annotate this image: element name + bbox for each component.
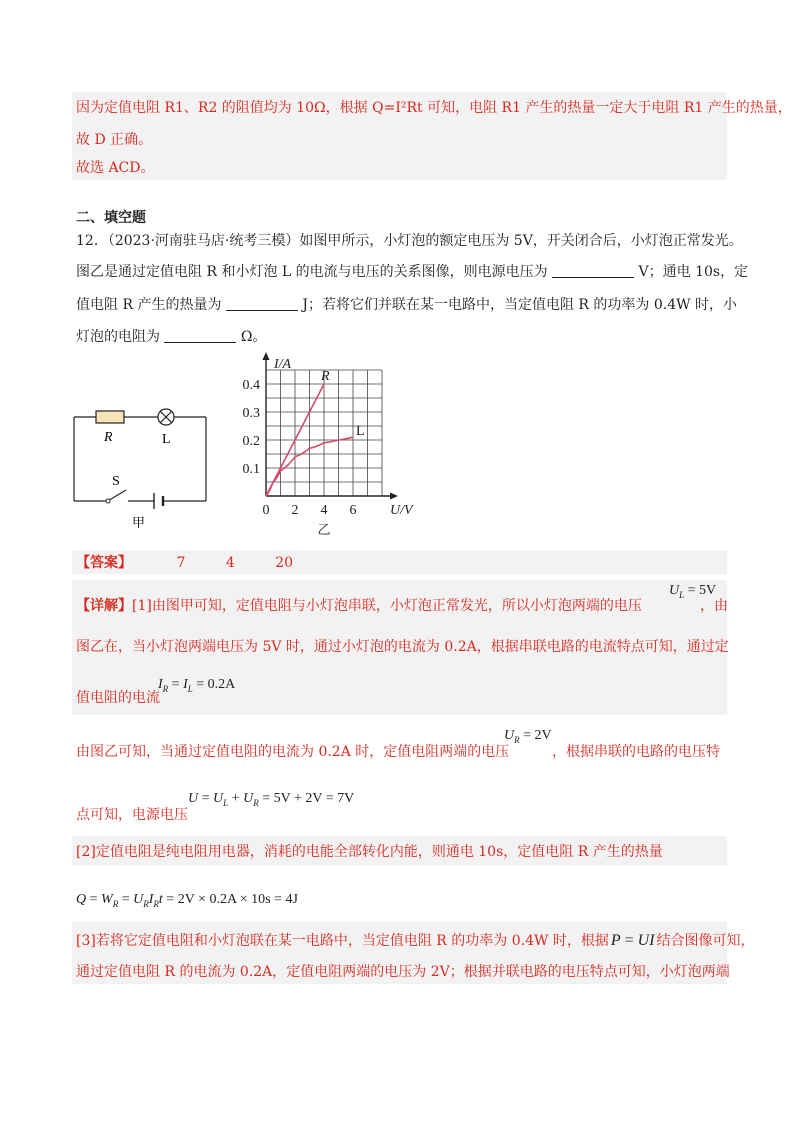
resistor-label: R	[104, 430, 113, 445]
analysis-p2-line-1: 由图乙可知，当通过定值电阻的电流为 0.2A 时，定值电阻两端的电压	[76, 744, 510, 760]
prev-solution-line-2: 故 D 正确。	[76, 132, 153, 148]
formula-ul: $U_L = 5V$	[669, 583, 717, 600]
iv-graph	[228, 350, 428, 540]
formula-u-total: $U = U_L + U_R = 5V + 2V = 7V$	[188, 791, 355, 808]
x-tick-label: 6	[349, 503, 357, 518]
resistor-symbol	[96, 411, 124, 423]
question-line-3	[76, 295, 737, 315]
answer-label: 【答案】	[76, 555, 132, 571]
analysis-label: 【详解】	[76, 598, 132, 614]
formula-ur: $U_R = 2V$	[504, 728, 552, 745]
series-label-R: R	[321, 369, 330, 384]
answer-row	[76, 553, 293, 573]
section-title: 二、填空题	[76, 210, 146, 226]
y-tick-label: 0.3	[242, 406, 260, 421]
analysis-p1-line-1	[76, 596, 642, 616]
answer-value-1: 7	[176, 555, 186, 571]
analysis-p4-text: [3]若将它定值电阻和小灯泡联在某一电路中，当定值电阻 R 的功率为 0.4W 时，根据	[76, 933, 609, 949]
question-line-2	[76, 262, 748, 282]
question-line-4-text: 灯泡的电阻为	[76, 329, 160, 345]
formula-p: P = UI	[610, 932, 655, 949]
formula-ir: $I_R = I_L = 0.2A$	[158, 677, 236, 694]
x-tick-label: 0	[262, 503, 270, 518]
question-line-4-tail: Ω。	[240, 329, 267, 345]
y-axis-arrow	[263, 352, 270, 360]
prev-solution-line-3: 故选 ACD。	[76, 160, 155, 176]
question-line-2-tail: V；通电 10s，定	[638, 264, 749, 280]
graph-caption: 乙	[317, 522, 331, 537]
question-line-2-text: 图乙是通过定值电阻 R 和小灯泡 L 的电流与电压的关系图像，则电源电压为	[76, 264, 548, 280]
x-axis-label: U/V	[390, 503, 413, 518]
switch-label: S	[112, 474, 120, 489]
y-tick-label: 0.1	[242, 462, 260, 477]
answer-value-3: 20	[275, 555, 294, 571]
prev-solution-line-1: 因为定值电阻 R1、R2 的阻值均为 10Ω，根据 Q=I²Rt 可知，电阻 R1 产生的热量一定大于电阻 R1 产生的热量，	[76, 100, 792, 116]
circuit-diagram	[66, 395, 216, 530]
question-line-1: 12．（2023·河南驻马店·统考三模）如图甲所示，小灯泡的额定电压为 5V，开关闭合后，小灯泡正常发光。	[76, 233, 743, 249]
answer-value-2: 4	[225, 555, 235, 571]
answer-blank-1[interactable]	[552, 263, 634, 278]
y-tick-label: 0.2	[242, 434, 260, 449]
analysis-p1-line-1-tail: ，由	[700, 598, 728, 614]
series-label-L: L	[356, 424, 365, 440]
analysis-p1-text: [1]由图甲可知，定值电阻与小灯泡串联，小灯泡正常发光，所以小灯泡两端的电压	[132, 598, 642, 614]
analysis-p4-line-1	[76, 931, 755, 951]
answer-blank-2[interactable]	[226, 296, 298, 311]
analysis-p1-line-3: 值电阻的电流	[76, 690, 160, 706]
analysis-p3: [2]定值电阻是纯电阻用电器，消耗的电能全部转化内能，则通电 10s，定值电阻 R 产生的热量	[76, 844, 663, 860]
x-tick-label: 4	[320, 503, 328, 518]
question-line-4	[76, 327, 267, 347]
answer-blank-3[interactable]	[164, 328, 236, 343]
circuit-caption: 甲	[132, 515, 146, 530]
grid-layer	[266, 370, 382, 496]
y-axis-label: I/A	[274, 357, 292, 372]
x-axis-arrow	[390, 493, 398, 500]
y-tick-label: 0.4	[242, 378, 260, 393]
analysis-p2-line-2: 点可知，电源电压	[76, 807, 188, 823]
analysis-p4-tail: 结合图像可知，	[656, 933, 755, 949]
lamp-label: L	[162, 432, 171, 447]
analysis-p1-line-2: 图乙在，当小灯泡两端电压为 5V 时，通过小灯泡的电流为 0.2A，根据串联电路的电流特点可知，通过定	[76, 639, 729, 655]
question-line-3-text: 值电阻 R 产生的热量为	[76, 297, 222, 313]
analysis-p2-line-1-tail: ，根据串联的电路的电压特	[552, 744, 720, 760]
analysis-p4-line-2: 通过定值电阻 R 的电流为 0.2A，定值电阻两端的电压为 2V；根据并联电路的电压特点可知，小灯泡两端	[76, 964, 730, 980]
question-line-3-tail: J；若将它们并联在某一电路中，当定值电阻 R 的功率为 0.4W 时，小	[302, 297, 737, 313]
formula-q: $Q = W_R = U_RI_Rt = 2V \times 0.2A \times 10s = 4J$	[76, 892, 298, 909]
x-tick-label: 2	[291, 503, 299, 518]
